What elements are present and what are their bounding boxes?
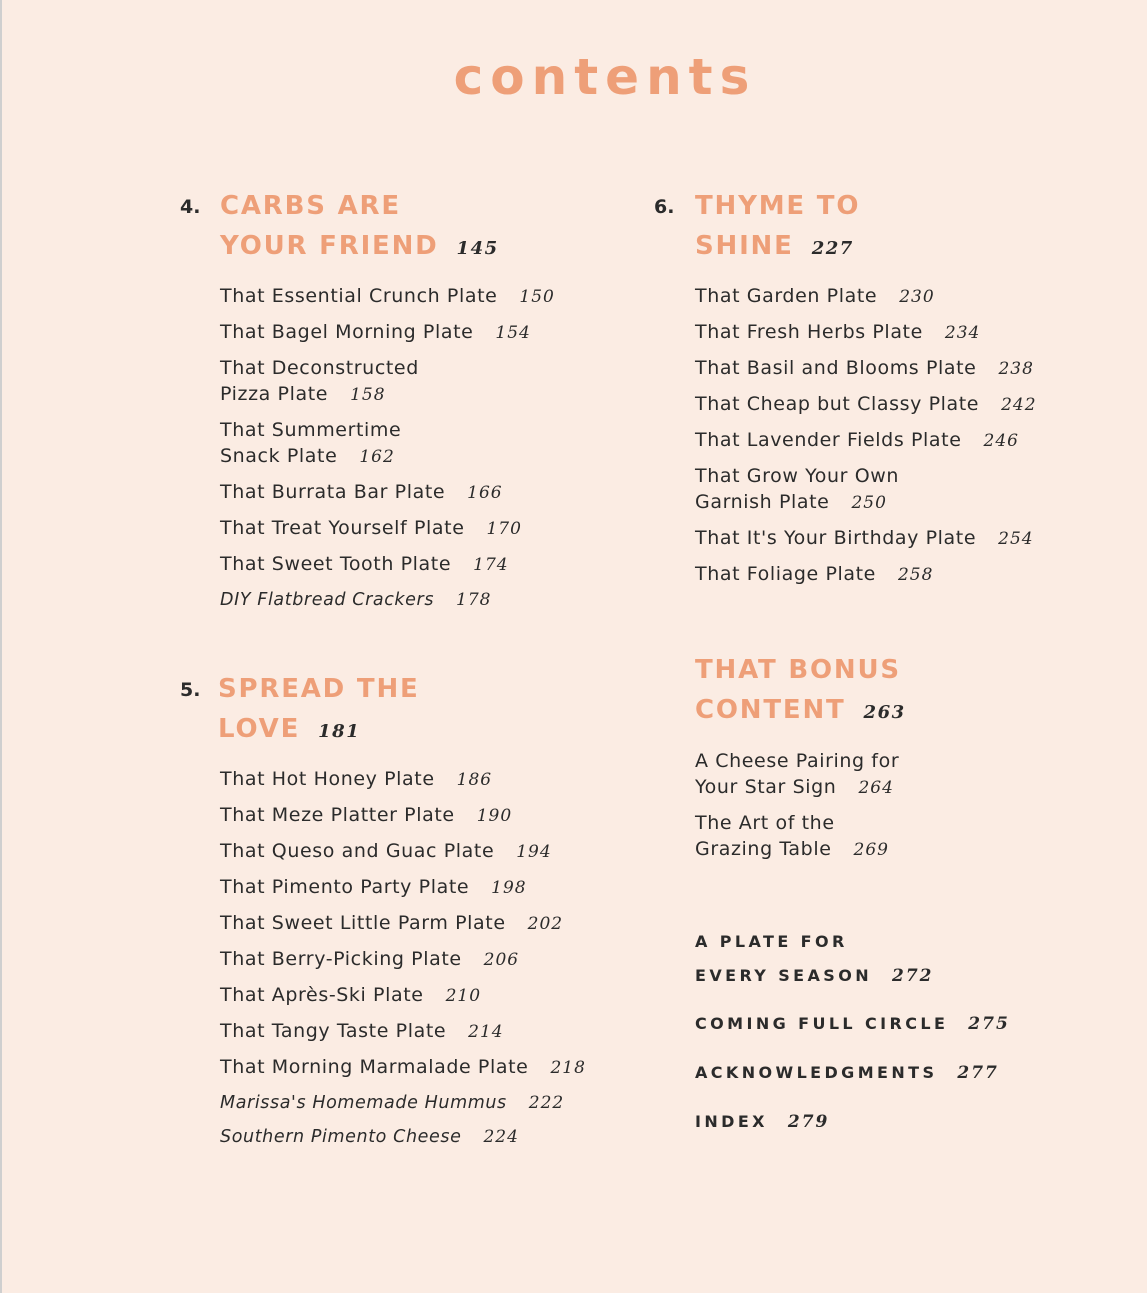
entry-title-line2: EVERY SEASON xyxy=(695,966,872,985)
toc-entry[interactable] xyxy=(220,766,492,793)
entry-page-number: 242 xyxy=(1001,395,1037,415)
entry-page-number: 194 xyxy=(516,842,552,862)
toc-entry[interactable] xyxy=(695,391,1037,418)
toc-entry[interactable] xyxy=(220,551,509,578)
toc-entry[interactable] xyxy=(695,525,1034,552)
section-heading[interactable] xyxy=(695,650,906,733)
toc-entry[interactable] xyxy=(220,946,519,973)
toc-entry-recipe[interactable] xyxy=(220,1090,564,1116)
section-heading-line2: SHINE xyxy=(695,231,794,261)
entry-page-number: 238 xyxy=(998,359,1034,379)
toc-entry-recipe[interactable] xyxy=(220,1124,519,1150)
entry-page-number: 178 xyxy=(456,590,492,610)
toc-entry[interactable] xyxy=(695,283,935,310)
entry-title: That Meze Platter Plate xyxy=(220,804,455,826)
toc-entry[interactable] xyxy=(695,427,1019,454)
entry-title: The Art of the xyxy=(695,812,835,834)
entry-title: That Garden Plate xyxy=(695,285,878,307)
entry-title: That Burrata Bar Plate xyxy=(220,481,446,503)
toc-entry[interactable] xyxy=(695,748,899,801)
section-heading-line1: CARBS ARE xyxy=(220,191,401,221)
entry-title: Marissa's Homemade Hummus xyxy=(220,1093,507,1113)
entry-title: INDEX xyxy=(695,1112,768,1131)
toc-entry[interactable] xyxy=(695,810,889,863)
entry-title: That Berry-Picking Plate xyxy=(220,948,462,970)
entry-title: That Summertime xyxy=(220,419,402,441)
back-matter-entry[interactable] xyxy=(695,1063,999,1083)
section-heading-line2: LOVE xyxy=(218,714,301,744)
toc-entry[interactable] xyxy=(220,1018,504,1045)
entry-title: That Après-Ski Plate xyxy=(220,984,424,1006)
section-heading-line1: THAT BONUS xyxy=(695,655,901,685)
entry-title: A PLATE FOR xyxy=(695,932,848,951)
entry-title: That Basil and Blooms Plate xyxy=(695,357,977,379)
entry-title: COMING FULL CIRCLE xyxy=(695,1014,949,1033)
entry-page-number: 275 xyxy=(968,1014,1010,1034)
entry-title: A Cheese Pairing for xyxy=(695,750,900,772)
entry-title: That Essential Crunch Plate xyxy=(220,285,498,307)
entry-page-number: 206 xyxy=(483,950,520,970)
toc-entry[interactable] xyxy=(220,417,401,470)
section-page-number: 145 xyxy=(456,238,499,259)
toc-entry[interactable] xyxy=(695,561,933,588)
toc-entry[interactable] xyxy=(220,479,503,506)
entry-page-number: 279 xyxy=(787,1112,830,1132)
section-spread-the-love xyxy=(180,669,586,1147)
entry-title-line2: Your Star Sign xyxy=(695,776,837,798)
section-heading-line1: SPREAD THE xyxy=(218,674,420,704)
entry-page-number: 246 xyxy=(983,431,1019,451)
section-page-number: 263 xyxy=(863,702,906,723)
entry-title: That Deconstructed xyxy=(220,357,419,379)
entry-title: That Tangy Taste Plate xyxy=(220,1020,447,1042)
entry-page-number: 230 xyxy=(899,287,935,307)
entry-title: Southern Pimento Cheese xyxy=(220,1127,462,1147)
entry-title: That Pimento Party Plate xyxy=(220,876,470,898)
entry-title: That Foliage Plate xyxy=(695,563,876,585)
entry-page-number: 218 xyxy=(550,1058,586,1078)
entry-title: That Sweet Tooth Plate xyxy=(220,553,452,575)
toc-entry[interactable] xyxy=(220,910,563,937)
entry-page-number: 264 xyxy=(858,778,894,798)
section-number: 6. xyxy=(654,196,675,218)
entry-title-line2: Pizza Plate xyxy=(220,383,329,405)
entry-page-number: 234 xyxy=(944,323,981,343)
entry-page-number: 202 xyxy=(527,914,564,934)
entry-title: That Fresh Herbs Plate xyxy=(695,321,923,343)
page-title: contents xyxy=(453,48,757,106)
section-page-number: 181 xyxy=(318,721,361,742)
entry-title: That Cheap but Classy Plate xyxy=(695,393,980,415)
section-page-number: 227 xyxy=(811,238,854,259)
entry-page-number: 222 xyxy=(528,1093,565,1113)
section-that-bonus-content xyxy=(695,650,906,860)
entry-page-number: 198 xyxy=(491,878,527,898)
entry-title: That Queso and Guac Plate xyxy=(220,840,495,862)
entry-page-number: 174 xyxy=(473,555,509,575)
entry-page-number: 158 xyxy=(350,385,386,405)
toc-entry-recipe[interactable] xyxy=(220,587,492,613)
toc-entry[interactable] xyxy=(220,1054,586,1081)
section-carbs-are-your-friend xyxy=(180,186,555,610)
toc-entry[interactable] xyxy=(220,283,555,310)
entry-title-line2: Grazing Table xyxy=(695,838,832,860)
section-heading-line2: YOUR FRIEND xyxy=(220,231,439,261)
back-matter-entry[interactable] xyxy=(695,932,934,986)
entry-page-number: 150 xyxy=(519,287,555,307)
section-heading[interactable] xyxy=(220,186,499,269)
entry-page-number: 190 xyxy=(476,806,513,826)
entry-title: That Hot Honey Plate xyxy=(220,768,435,790)
entry-title: That Lavender Fields Plate xyxy=(695,429,962,451)
section-heading[interactable] xyxy=(218,669,420,752)
toc-entry[interactable] xyxy=(695,355,1034,382)
entry-page-number: 258 xyxy=(897,565,934,585)
entry-page-number: 254 xyxy=(998,529,1034,549)
entry-page-number: 224 xyxy=(483,1127,519,1147)
entry-title: That It's Your Birthday Plate xyxy=(695,527,977,549)
entry-title: That Sweet Little Parm Plate xyxy=(220,912,506,934)
toc-entry[interactable] xyxy=(220,802,512,829)
back-matter-entry[interactable] xyxy=(695,1112,829,1132)
toc-entry[interactable] xyxy=(220,355,419,408)
entry-page-number: 214 xyxy=(468,1022,504,1042)
entry-page-number: 277 xyxy=(957,1063,999,1083)
entry-title: That Treat Yourself Plate xyxy=(220,517,465,539)
toc-entry[interactable] xyxy=(220,838,552,865)
entry-page-number: 186 xyxy=(456,770,493,790)
page-edge xyxy=(0,0,2,1293)
entry-title-line2: Garnish Plate xyxy=(695,491,830,513)
entry-title: That Bagel Morning Plate xyxy=(220,321,474,343)
back-matter-entry[interactable] xyxy=(695,1014,1010,1034)
entry-page-number: 154 xyxy=(495,323,531,343)
entry-page-number: 272 xyxy=(892,966,934,986)
toc-entry[interactable] xyxy=(695,463,899,516)
entry-page-number: 162 xyxy=(359,447,395,467)
toc-entry[interactable] xyxy=(695,319,980,346)
entry-title: That Grow Your Own xyxy=(695,465,900,487)
section-heading-line2: CONTENT xyxy=(695,695,846,725)
section-number: 4. xyxy=(180,196,201,218)
toc-entry[interactable] xyxy=(220,319,531,346)
entry-title: ACKNOWLEDGMENTS xyxy=(695,1063,938,1082)
toc-entry[interactable] xyxy=(220,982,481,1009)
entry-page-number: 166 xyxy=(467,483,503,503)
section-thyme-to-shine xyxy=(654,186,1037,585)
entry-page-number: 269 xyxy=(853,840,889,860)
entry-page-number: 250 xyxy=(851,493,887,513)
entry-title: DIY Flatbread Crackers xyxy=(220,590,435,610)
entry-title-line2: Snack Plate xyxy=(220,445,338,467)
section-heading-line1: THYME TO xyxy=(695,191,861,221)
entry-page-number: 170 xyxy=(486,519,522,539)
toc-entry[interactable] xyxy=(220,515,522,542)
section-number: 5. xyxy=(180,679,201,701)
entry-page-number: 210 xyxy=(445,986,482,1006)
toc-entry[interactable] xyxy=(220,874,527,901)
entry-title: That Morning Marmalade Plate xyxy=(220,1056,529,1078)
section-heading[interactable] xyxy=(695,186,860,269)
